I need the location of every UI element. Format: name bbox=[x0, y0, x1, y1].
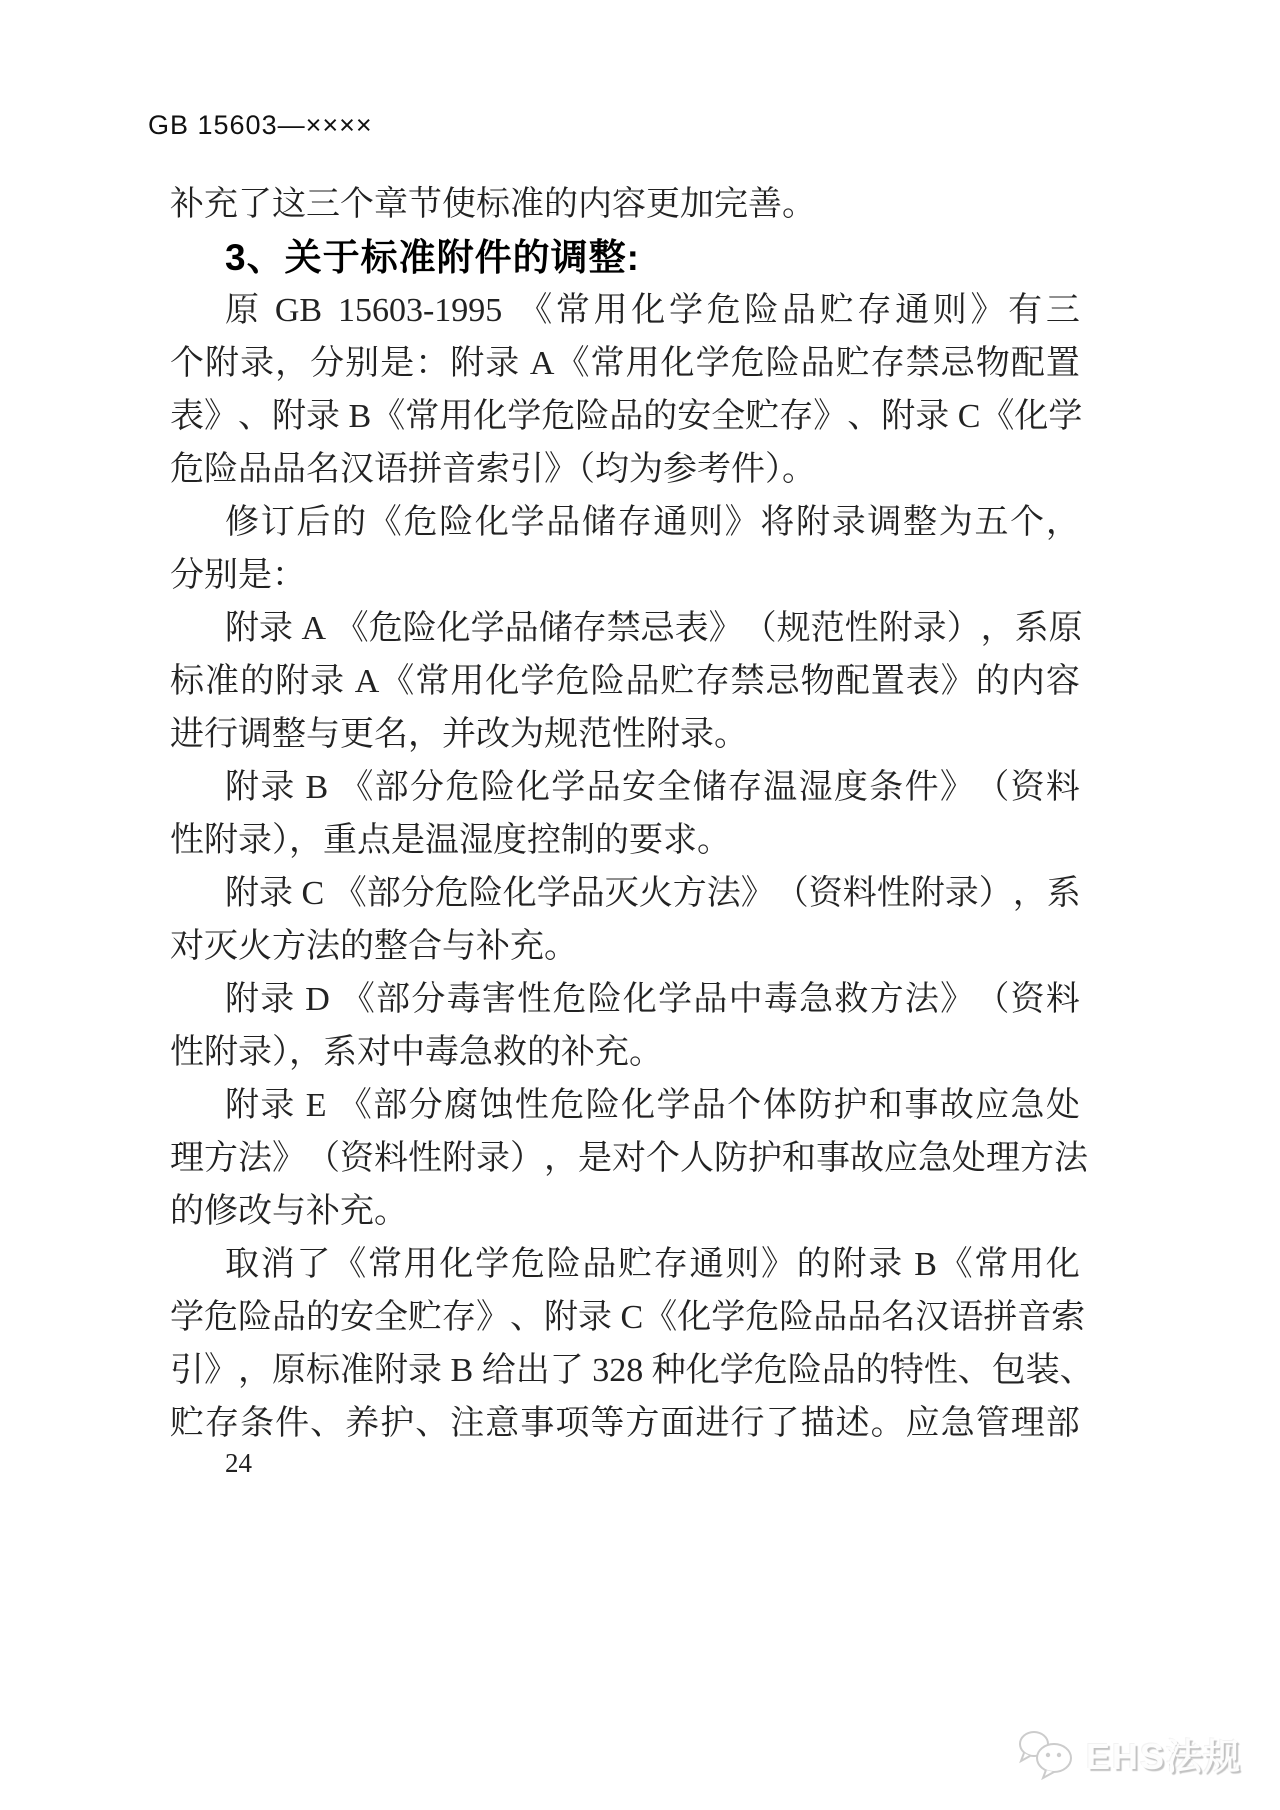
document-body bbox=[170, 178, 1094, 1450]
body-line: 对灭火方法的整合与补充。 bbox=[170, 928, 578, 965]
body-line: 贮 存 条 件 、 养 护 、 注 意 事 项 等 方 面 进 行 了 描 述 。 应 急 管 理 部 bbox=[170, 1405, 1080, 1442]
body-line: 性附录），重点是温湿度控制的要求。 bbox=[170, 822, 731, 859]
body-line: 附 录 A 《 危 险 化 学 品 储 存 禁 忌 表 》 （ 规 范 性 附 录 ） ， 系 原 bbox=[225, 610, 1083, 647]
watermark bbox=[1016, 1728, 1242, 1780]
body-line: 危险品品名汉语拼音索引》（均为参考件）。 bbox=[170, 451, 816, 488]
body-line: 引 》 ， 原 标 准 附 录 B 给 出 了 328 种 化 学 危 险 品 的 特 性 、 包 装 、 bbox=[170, 1352, 1094, 1389]
body-line: 理 方 法 》 （ 资 料 性 附 录 ） ， 是 对 个 人 防 护 和 事 故 应 急 处 理 方 法 bbox=[170, 1140, 1088, 1177]
body-line: 附 录 C 《 部 分 危 险 化 学 品 灭 火 方 法 》 （ 资 料 性 附 录 ） ， 系 bbox=[225, 875, 1081, 912]
body-line: 学 危 险 品 的 安 全 贮 存 》 、 附 录 C 《 化 学 危 险 品 品 名 汉 语 拼 音 索 bbox=[170, 1299, 1086, 1336]
body-line: 附 录 E 《 部 分 腐 蚀 性 危 险 化 学 品 个 体 防 护 和 事 故 应 急 处 bbox=[225, 1087, 1080, 1124]
body-lines bbox=[170, 284, 1094, 1450]
body-line: 的修改与补充。 bbox=[170, 1193, 408, 1230]
body-line: 补充了这三个章节使标准的内容更加完善。 bbox=[170, 186, 816, 223]
watermark-label: EHS法规 bbox=[1085, 1735, 1242, 1777]
standard-number-header: GB 15603—×××× bbox=[148, 110, 373, 140]
body-line: 进行调整与更名，并改为规范性附录。 bbox=[170, 716, 748, 753]
body-line: 修 订 后 的 《 危 险 化 学 品 储 存 通 则 》 将 附 录 调 整 为 五 个 ， bbox=[225, 504, 1080, 541]
body-line: 表 》 、 附 录 B 《 常 用 化 学 危 险 品 的 安 全 贮 存 》 、 附 录 C 《 化 学 bbox=[170, 398, 1083, 435]
body-line: 附 录 D 《 部 分 毒 害 性 危 险 化 学 品 中 毒 急 救 方 法 》 （ 资 料 bbox=[225, 981, 1080, 1018]
body-line: 性附录），系对中毒急救的补充。 bbox=[170, 1034, 663, 1071]
body-line: 原 GB 15603-1995 《 常 用 化 学 危 险 品 贮 存 通 则 》 有 三 bbox=[225, 292, 1080, 329]
page-number: 24 bbox=[225, 1448, 252, 1478]
body-line: 附 录 B 《 部 分 危 险 化 学 品 安 全 储 存 温 湿 度 条 件 》 （ 资 料 bbox=[225, 769, 1080, 806]
body-line: 个 附 录 ， 分 别 是 ： 附 录 A 《 常 用 化 学 危 险 品 贮 存 禁 忌 物 配 置 bbox=[170, 345, 1080, 382]
section-heading: 3、关于标准附件的调整: bbox=[225, 237, 640, 278]
wechat-icon bbox=[1016, 1728, 1078, 1780]
body-line: 标 准 的 附 录 A 《 常 用 化 学 危 险 品 贮 存 禁 忌 物 配 置 表 》 的 内 容 bbox=[170, 663, 1080, 700]
body-line: 取 消 了 《 常 用 化 学 危 险 品 贮 存 通 则 》 的 附 录 B 《 常 用 化 bbox=[225, 1246, 1080, 1283]
body-line: 分别是： bbox=[170, 557, 306, 594]
